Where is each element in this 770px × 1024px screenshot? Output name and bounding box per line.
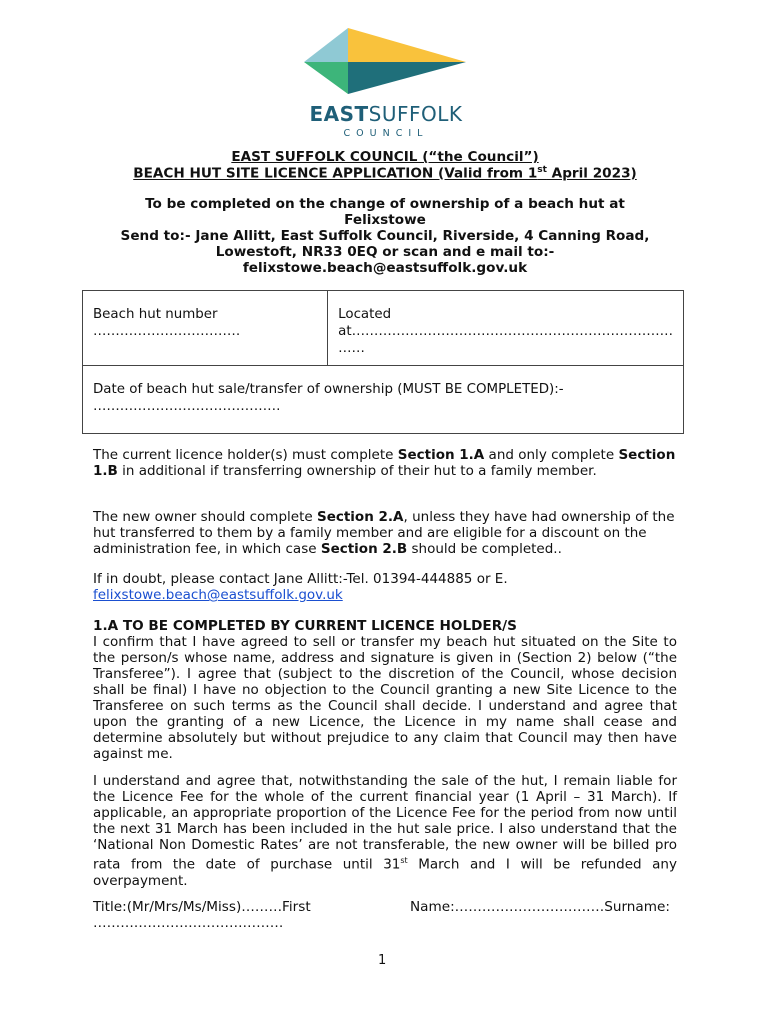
located-label: Located: [338, 307, 392, 322]
section-1a-title: 1.A TO BE COMPLETED BY CURRENT LICENCE HOLDER/S: [93, 618, 517, 634]
header-address: Lowestoft, NR33 0EQ or scan and e mail to:-: [215, 244, 555, 260]
logo-green-triangle: [304, 62, 348, 94]
section-1a-liability: I understand and agree that, notwithstanding the sale of the hut, I remain liable for the Licence Fee for the whole of the current financial year (1 April – 31 March). If applicable, an appropriate proportion of the Licence Fee for the period from now until the next 31 March has been included in the hut sale price. I also understand that the ‘National Non Domestic Rates’ are not transferable, the new owner will be billed pro rata from the date of purchase until 31st March and I will be refunded any overpayment.: [93, 773, 677, 889]
hut-number-field[interactable]: ……………………………: [93, 324, 241, 339]
header-location: Felixstowe: [344, 212, 426, 228]
header-application-title: BEACH HUT SITE LICENCE APPLICATION (Valid from 1st April 2023): [133, 165, 637, 182]
section-1a-confirmation: I confirm that I have agreed to sell or transfer my beach hut situated on the Site to the person/s whose name, address and signature is given in (Section 2) below (“the Transferee”). I agree that (subject to the discretion of the Council, whose decision shall be final) I have no objection to the Council granting a new Site Licence to the Transferee on such terms as the Council shall decide. I understand and agree that upon the granting of a new Licence, the Licence in my name shall cease and determine absolutely but without prejudice to any claim that Council may then have against me.: [93, 634, 677, 762]
sale-date-label: Date of beach hut sale/transfer of ownership (MUST BE COMPLETED):-: [93, 382, 564, 397]
brand-council: COUNCIL: [343, 128, 429, 139]
surname-field[interactable]: ……………………………………: [93, 915, 284, 931]
logo-light-blue-triangle: [304, 28, 348, 62]
sale-date-cell[interactable]: [83, 366, 684, 434]
located-field[interactable]: at………………………………………………………………: [338, 324, 673, 339]
hut-details-table: [82, 290, 684, 434]
logo-teal-shape: [348, 62, 466, 94]
header-instruction: To be completed on the change of ownership of a beach hut at: [145, 196, 625, 212]
header-council-name: EAST SUFFOLK COUNCIL (“the Council”): [231, 149, 539, 165]
hut-number-label: Beach hut number: [93, 307, 218, 322]
contact-email-link[interactable]: felixstowe.beach@eastsuffolk.gov.uk: [93, 587, 343, 603]
header-email: felixstowe.beach@eastsuffolk.gov.uk: [242, 260, 528, 276]
brand-name: EASTSUFFOLK: [309, 102, 463, 126]
contact-text: If in doubt, please contact Jane Allitt:-Tel. 01394-444885 or E.: [93, 571, 508, 587]
name-surname-label[interactable]: Name:……………………………Surname:: [410, 899, 670, 915]
located-field-cont[interactable]: ……: [338, 341, 365, 356]
contact-paragraph: [93, 571, 677, 603]
located-cell[interactable]: [328, 291, 684, 366]
sale-date-field[interactable]: ……………………………………: [93, 399, 281, 414]
header-send-to: Send to:- Jane Allitt, East Suffolk Council, Riverside, 4 Canning Road,: [120, 228, 650, 244]
instructions-current-holder: The current licence holder(s) must complete Section 1.A and only complete Section 1.B in additional if transferring ownership of their hut to a family member.: [93, 447, 676, 479]
logo-mark-icon: [300, 28, 480, 103]
page-number: 1: [378, 953, 387, 968]
logo-yellow-shape: [348, 28, 466, 62]
instructions-new-owner: The new owner should complete Section 2.A, unless they have had ownership of the hut transferred to them by a family member and are eligible for a discount on the administration fee, in which case Section 2.B should be completed..: [93, 509, 675, 557]
hut-number-cell[interactable]: [83, 291, 328, 366]
title-first-label[interactable]: Title:(Mr/Mrs/Ms/Miss)………First: [93, 899, 311, 915]
